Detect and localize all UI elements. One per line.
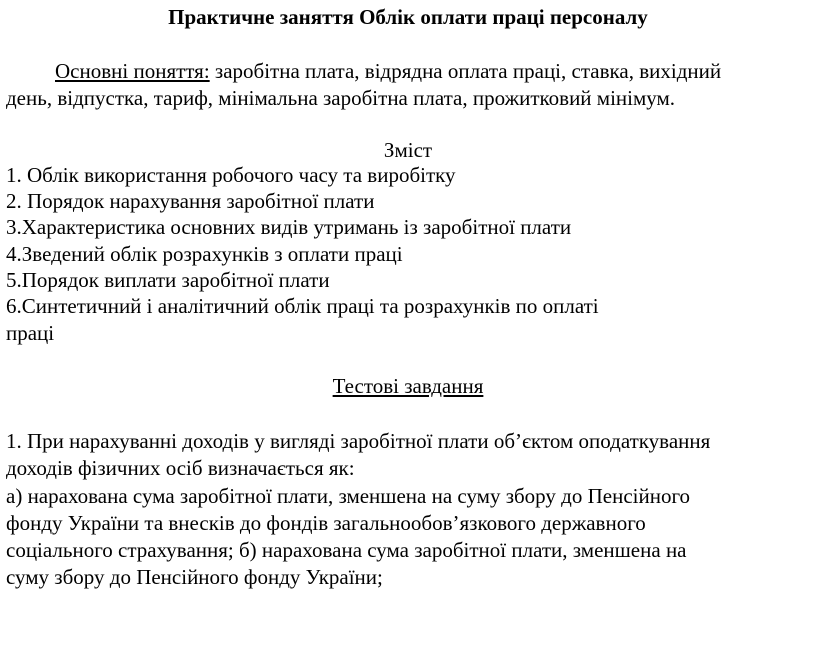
question-line: 1. При нарахуванні доходів у вигляді заробітної плати об’єктом оподаткування xyxy=(6,429,711,453)
contents-item: 3.Характеристика основних видів утримань із заробітної плати xyxy=(6,215,572,239)
question-line: доходів фізичних осіб визначається як: xyxy=(6,456,355,480)
contents-item: 6.Синтетичний і аналітичний облік праці та розрахунків по оплаті xyxy=(6,294,599,318)
contents-item: 4.Зведений облік розрахунків з оплати праці xyxy=(6,242,403,266)
contents-heading: Зміст xyxy=(383,138,433,162)
tests-heading: Тестові завдання xyxy=(332,374,484,398)
contents-item: 5.Порядок виплати заробітної плати xyxy=(6,268,330,292)
concepts-line-1 xyxy=(55,58,721,84)
concepts-text-1: заробітна плата, відрядна оплата праці, ставка, вихідний xyxy=(209,59,722,83)
page-title: Практичне заняття Облік оплати праці персоналу xyxy=(168,5,648,29)
answer-line: суму збору до Пенсійного фонду України; xyxy=(6,565,383,589)
answer-line: соціального страхування; б) нарахована сума заробітної плати, зменшена на xyxy=(6,538,687,562)
contents-item: праці xyxy=(6,321,55,345)
concepts-label: Основні поняття: xyxy=(55,59,210,83)
answer-line: а) нарахована сума заробітної плати, зменшена на суму збору до Пенсійного xyxy=(6,484,691,508)
contents-item: 1. Облік використання робочого часу та виробітку xyxy=(6,163,456,187)
contents-item: 2. Порядок нарахування заробітної плати xyxy=(6,189,375,213)
answer-line: фонду України та внесків до фондів загальнообов’язкового державного xyxy=(6,511,646,535)
concepts-line-2: день, відпустка, тариф, мінімальна заробітна плата, прожитковий мінімум. xyxy=(6,86,676,110)
